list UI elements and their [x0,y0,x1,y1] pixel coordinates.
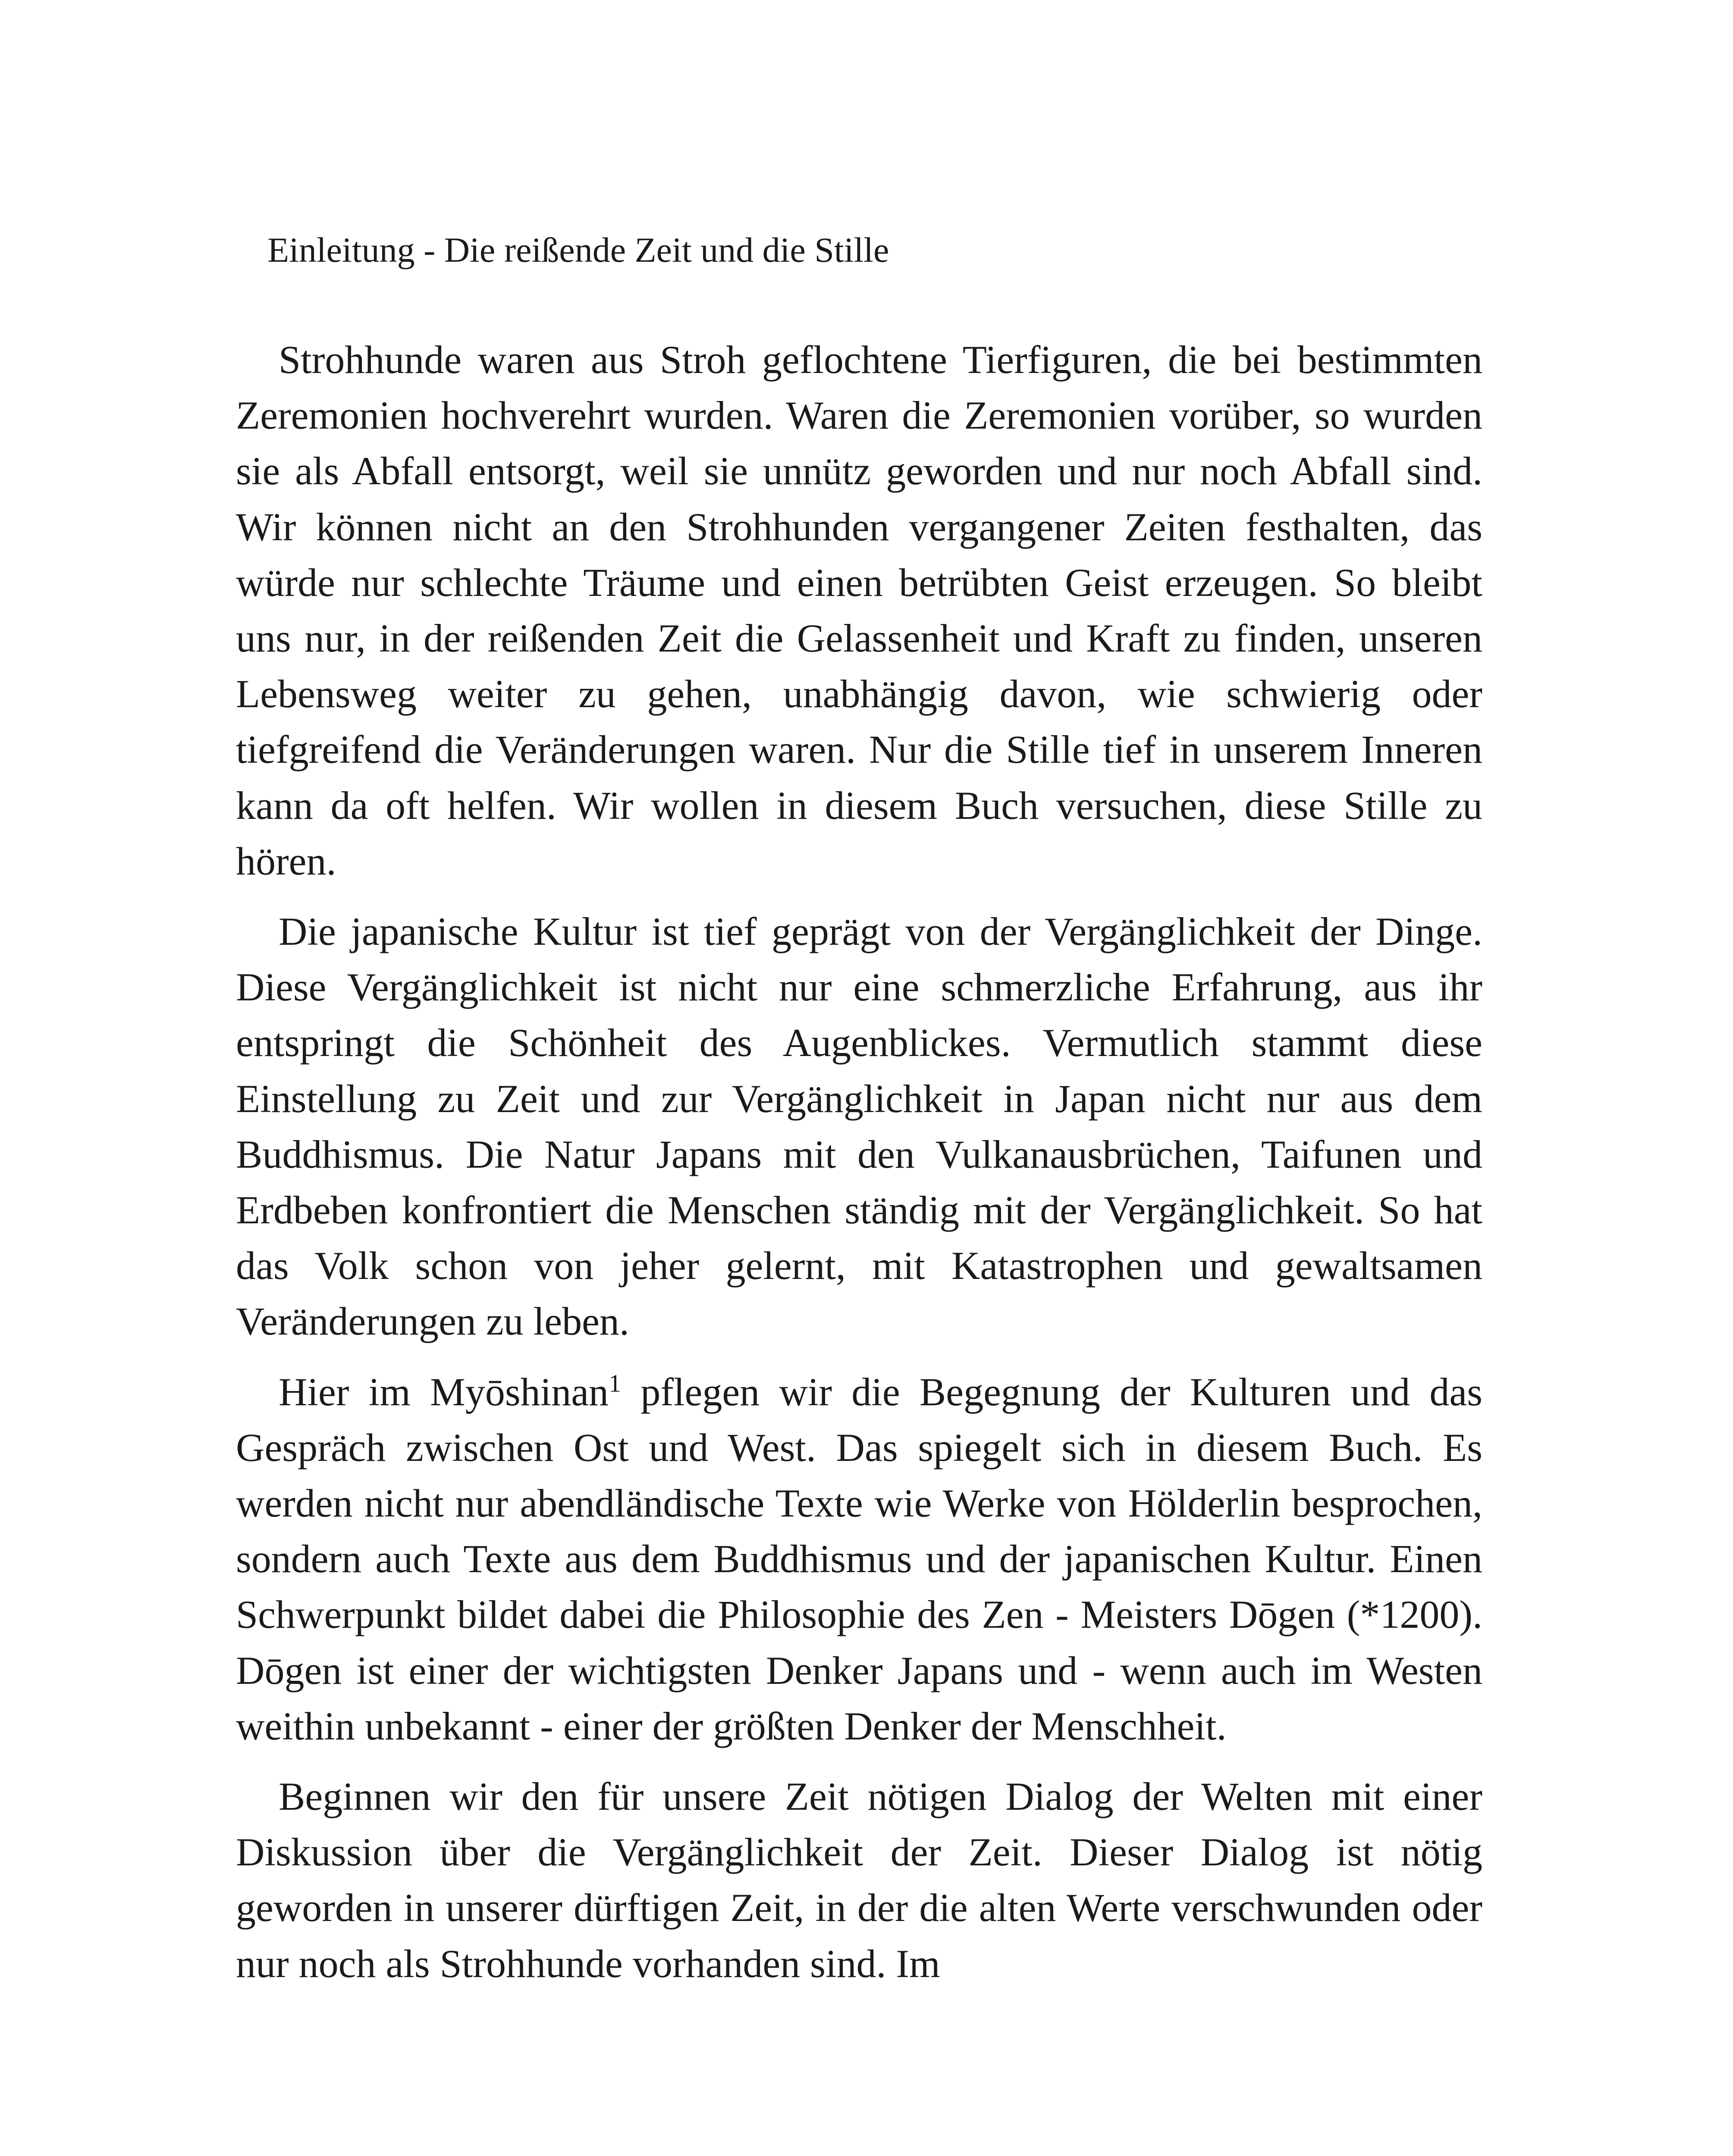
body-text [236,332,1482,1992]
footnote-reference[interactable]: 1 [609,1369,622,1397]
paragraph-3-text-after: pflegen wir die Begegnung der Kulturen und das Gespräch zwischen Ost und West. Das spiegelt sich in diesem Buch. Es werden nicht nur abendländische Texte wie Werke von Hölderlin besprochen, sondern auch Texte aus dem Buddhismus und der japanischen Kultur. Einen Schwerpunkt bildet dabei die Philosophie des Zen - Meisters Dōgen (*1200). Dōgen ist einer der wichtigsten Denker Japans und - wenn auch im Westen weithin unbekannt - einer der größten Denker der Menschheit. [236,1369,1482,1748]
paragraph-1: Strohhunde waren aus Stroh geflochtene Tierfiguren, die bei bestimmten Zeremonien hochverehrt wurden. Waren die Zeremonien vorüber, so wurden sie als Abfall entsorgt, weil sie unnütz geworden und nur noch Abfall sind. Wir können nicht an den Strohhunden vergangener Zeiten festhalten, das würde nur schlechte Träume und einen betrübten Geist erzeugen. So bleibt uns nur, in der reißenden Zeit die Gelassenheit und Kraft zu finden, unseren Lebensweg weiter zu gehen, unabhängig davon, wie schwierig oder tiefgreifend die Veränderungen waren. Nur die Stille tief in unserem Inneren kann da oft helfen. Wir wollen in diesem Buch versuchen, diese Stille zu hören. [236,338,1482,883]
running-header: Einleitung - Die reißende Zeit und die Stille [267,230,889,270]
paragraph-2: Die japanische Kultur ist tief geprägt von der Vergänglichkeit der Dinge. Diese Vergänglichkeit ist nicht nur eine schmerzliche Erfahrung, aus ihr entspringt die Schönheit des Augenblickes. Vermutlich stammt diese Einstellung zu Zeit und zur Vergänglichkeit in Japan nicht nur aus dem Buddhismus. Die Natur Japans mit den Vulkanausbrüchen, Taifunen und Erdbeben konfrontiert die Menschen ständig mit der Vergänglichkeit. So hat das Volk schon von jeher gelernt, mit Katastrophen und gewaltsamen Veränderungen zu leben. [236,909,1482,1344]
paragraph-4: Beginnen wir den für unsere Zeit nötigen Dialog der Welten mit einer Diskussion über die Vergänglichkeit der Zeit. Dieser Dialog ist nötig geworden in unserer dürftigen Zeit, in der die alten Werte verschwunden oder nur noch als Strohhunde vorhanden sind. Im [236,1774,1482,1986]
page-number [236,2153,272,2156]
paragraph-3 [236,1364,1482,1754]
paragraph-3-text-before: Hier im Myōshinan [279,1369,609,1414]
